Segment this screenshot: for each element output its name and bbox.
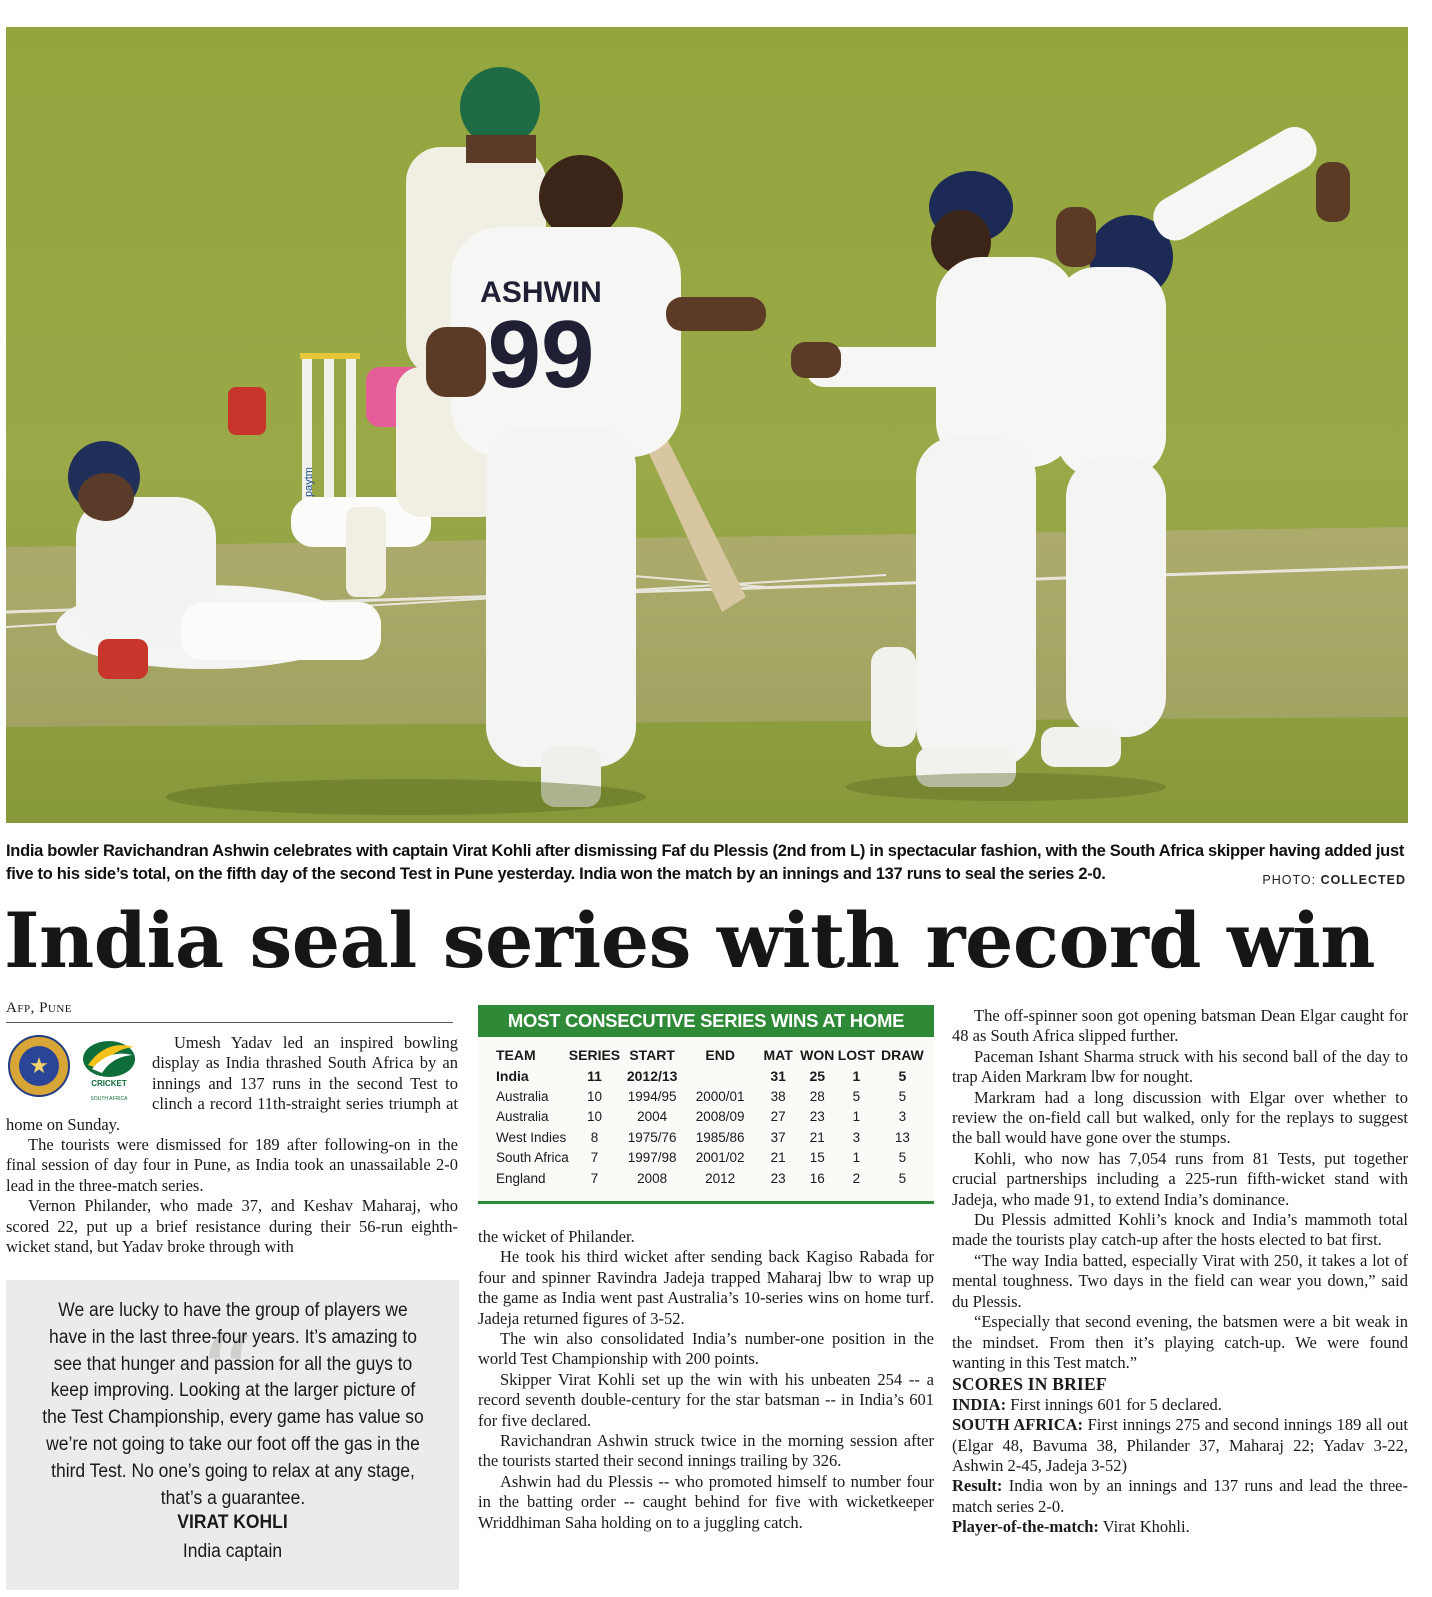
table-cell: 5 [852, 1088, 861, 1104]
table-cell: 28 [809, 1088, 825, 1104]
article-column-3 [952, 1006, 1408, 1538]
paragraph: “Especially that second evening, the batsmen were a bit weak in the mindset. From then it’s playing catch-up. We were found wanting in this Test match.” [952, 1312, 1408, 1372]
jersey-number: 99 [487, 301, 595, 408]
headline: India seal series with record win [4, 896, 1376, 985]
paragraph: Ravichandran Ashwin struck twice in the morning session after the tourists started their second innings trailing by 326. [478, 1431, 934, 1471]
table-cell: South Africa [496, 1150, 569, 1166]
table-cell: 10 [586, 1088, 602, 1104]
table-cell: 5 [898, 1170, 907, 1186]
table-cell: 16 [809, 1170, 825, 1186]
table-cell: 1975/76 [627, 1129, 677, 1145]
cricket-south-africa-logo-icon [78, 1035, 140, 1105]
table-cell: 25 [809, 1067, 826, 1084]
article-column-1 [6, 1033, 458, 1257]
score-text: First innings 275 and second innings 189 all out (Elgar 48, Bavuma 38, Philander 37, Maharaj 22; Yadav 3-22, Ashwin 2-45, Jadeja 3-52) [952, 1415, 1408, 1475]
table-header-cell: TEAM [496, 1047, 536, 1064]
paragraph: Skipper Virat Kohli set up the win with his unbeaten 254 -- a record seventh double-century for the star batsman -- in India’s 601 for five declared. [478, 1369, 934, 1430]
table-cell: 23 [809, 1109, 825, 1125]
table-cell: 2012 [705, 1170, 736, 1186]
paragraph: the wicket of Philander. [478, 1227, 635, 1246]
csa-logo-text: CRICKET [91, 1079, 127, 1088]
table-cell: 1985/86 [695, 1129, 745, 1145]
paragraph: Ashwin had du Plessis -- who promoted himself to number four in the batting order -- caught behind for five with wicketkeeper Wriddhiman Saha holding on to a juggling catch. [478, 1471, 934, 1532]
paragraph: Kohli, who now has 7,054 runs from 81 Tests, put together crucial partnerships including a 225-run fifth-wicket stand with Jadeja, who made 91, to extend India’s dominance. [952, 1148, 1408, 1209]
table-cell: 1994/95 [627, 1088, 677, 1104]
table-cell: 2008 [637, 1170, 668, 1186]
jersey-name: ASHWIN [480, 276, 602, 309]
table-cell: 3 [898, 1109, 907, 1125]
table-cell: 2 [852, 1170, 861, 1186]
table-cell: 2004 [637, 1109, 668, 1125]
score-label: SOUTH AFRICA: [952, 1415, 1084, 1435]
table-cell: 1 [852, 1109, 861, 1125]
score-line-player-of-match [952, 1517, 1408, 1537]
table-cell: 13 [894, 1129, 910, 1145]
paragraph: He took his third wicket after sending back Kagiso Rabada for four and spinner Ravindra Jadeja trapped Maharaj lbw to wrap up the game as India went past Australia’s 10-series wins on home turf. Jadeja returned figures of 3-52. [478, 1247, 934, 1328]
stump-sponsor-text: paytm [303, 467, 315, 497]
paragraph: Umesh Yadav led an inspired bowling display as India thrashed South Africa by an innings and 137 runs in the second Test to clinch a record 11th-straight series triumph at home on Sunday. [6, 1033, 458, 1134]
table-cell: 3 [852, 1129, 861, 1145]
table-cell: West Indies [496, 1129, 567, 1145]
score-label: INDIA: [952, 1394, 1007, 1414]
pull-quote [6, 1280, 459, 1590]
table-cell: 5 [898, 1088, 907, 1104]
score-label: Result: [952, 1476, 1003, 1496]
table-cell: 23 [770, 1170, 786, 1186]
cricket-celebration-photo [6, 27, 1408, 823]
table-cell: 1 [852, 1150, 861, 1166]
score-line-south-africa [952, 1415, 1408, 1476]
table-cell [684, 1066, 756, 1087]
table-row [496, 1066, 926, 1087]
score-line-india [952, 1395, 1408, 1415]
bcci-logo-icon: ★ [8, 1035, 70, 1097]
table-header-cell: END [705, 1047, 735, 1064]
paragraph: The tourists were dismissed for 189 after following-on in the final session of day four in Pune, as India took an unassailable 2-0 lead in the three-match series. [6, 1135, 458, 1195]
paragraph: The win also consolidated India’s number-one position in the world Test Championship with 200 points. [478, 1329, 934, 1369]
photo-illustration [6, 27, 1408, 823]
score-line-result [952, 1476, 1408, 1517]
table-cell: 7 [590, 1170, 599, 1186]
table-cell: 38 [770, 1088, 786, 1104]
byline: Afp, Pune [6, 1000, 73, 1016]
table-cell: 5 [898, 1150, 907, 1166]
paragraph: Markram had a long discussion with Elgar over whether to review the on-field call but walked, only for the replays to suggest the ball would have gone over the stumps. [952, 1087, 1408, 1148]
photo-credit-label: PHOTO: [1262, 873, 1317, 887]
table-header-cell: START [629, 1047, 675, 1064]
table-header-cell: WON [800, 1047, 835, 1064]
quote-author-role: India captain [182, 1541, 283, 1562]
team-logos [6, 1035, 144, 1105]
table-cell: 21 [809, 1129, 825, 1145]
stats-table-title: MOST CONSECUTIVE SERIES WINS AT HOME [478, 1005, 934, 1037]
paragraph: Vernon Philander, who made 37, and Keshav Maharaj, who scored 22, put up a brief resistance during their 56-run eighth-wicket stand, but Yadav broke through with [6, 1196, 458, 1257]
table-cell: England [496, 1170, 546, 1186]
photo-caption: India bowler Ravichandran Ashwin celebrates with captain Virat Kohli after dismissing Faf du Plessis (2nd from L) in spectacular fashion, with the South Africa skipper having added just five to his side’s total, on the fifth day of the second Test in Pune yesterday. India won the match by an innings and 137 runs to seal the series 2-0. [6, 842, 1405, 883]
table-cell: India [496, 1067, 529, 1084]
quote-text: We are lucky to have the group of players we have in the last three-four years. It’s amazing to see that hunger and passion for all the guys to keep improving. Looking at the larger picture of the Test Championship, every game has value so we’re not going to take our foot off the gas in the third Test. No one’s going to relax at any stage, that’s a guarantee. [42, 1300, 424, 1509]
table-cell: 2008/09 [695, 1109, 745, 1125]
paragraph: Paceman Ishant Sharma struck with his second ball of the day to trap Aiden Markram lbw for nought. [952, 1046, 1408, 1087]
table-cell: 10 [586, 1109, 602, 1125]
table-cell: Australia [496, 1088, 549, 1104]
stats-table [496, 1045, 926, 1189]
table-cell: 37 [770, 1129, 786, 1145]
table-cell: 2000/01 [695, 1088, 745, 1104]
table-cell: 31 [770, 1067, 786, 1084]
table-cell: 1997/98 [627, 1150, 677, 1166]
scores-in-brief-heading: SCORES IN BRIEF [952, 1374, 1107, 1395]
table-row [496, 1168, 926, 1189]
table-cell: Australia [496, 1109, 549, 1125]
csa-logo-subtext: SOUTH AFRICA [90, 1096, 128, 1102]
table-cell: 21 [770, 1150, 786, 1166]
score-text: Virat Khohli. [1102, 1517, 1190, 1537]
table-cell: 15 [809, 1150, 825, 1166]
stats-table-bottom-rule [478, 1201, 934, 1204]
photo-credit [1262, 873, 1406, 887]
table-cell: 11 [587, 1067, 602, 1084]
score-label: Player-of-the-match: [952, 1517, 1099, 1537]
table-header-cell: MAT [763, 1047, 793, 1064]
quote-author-name: VIRAT KOHLI [177, 1512, 288, 1533]
stats-table-box [478, 1005, 934, 1205]
table-row [496, 1107, 926, 1128]
article-column-2 [478, 1227, 934, 1533]
table-cell: 5 [898, 1067, 907, 1084]
table-row [496, 1127, 926, 1148]
score-text: First innings 601 for 5 declared. [1010, 1394, 1222, 1414]
score-text: India won by an innings and 137 runs and lead the three-match series 2-0. [952, 1476, 1409, 1516]
table-cell: 1 [852, 1067, 861, 1084]
photo-credit-value: COLLECTED [1320, 873, 1406, 887]
table-row [496, 1148, 926, 1169]
paragraph: “The way India batted, especially Virat with 250, it takes a lot of mental toughness. Two days in the field can wear you down,” said du Plessis. [952, 1250, 1408, 1311]
quote-mark-icon: “ [198, 1311, 255, 1439]
table-header-cell: DRAW [880, 1047, 924, 1064]
paragraph: The off-spinner soon got opening batsman Dean Elgar caught for 48 as South Africa slipped further. [952, 1006, 1408, 1046]
table-cell: 27 [770, 1109, 786, 1125]
table-header-cell: SERIES [568, 1047, 621, 1064]
paragraph: Du Plessis admitted Kohli’s knock and India’s mammoth total made the tourists play catch-up after the hosts elected to bat first. [952, 1210, 1408, 1250]
table-cell: 8 [590, 1129, 599, 1145]
byline-divider [6, 1022, 453, 1023]
table-header-cell: LOST [837, 1047, 876, 1064]
table-cell: 2001/02 [695, 1150, 745, 1166]
table-header-row [496, 1045, 926, 1066]
table-cell: 2012/13 [626, 1067, 678, 1084]
table-row [496, 1086, 926, 1107]
table-cell: 7 [590, 1150, 599, 1166]
